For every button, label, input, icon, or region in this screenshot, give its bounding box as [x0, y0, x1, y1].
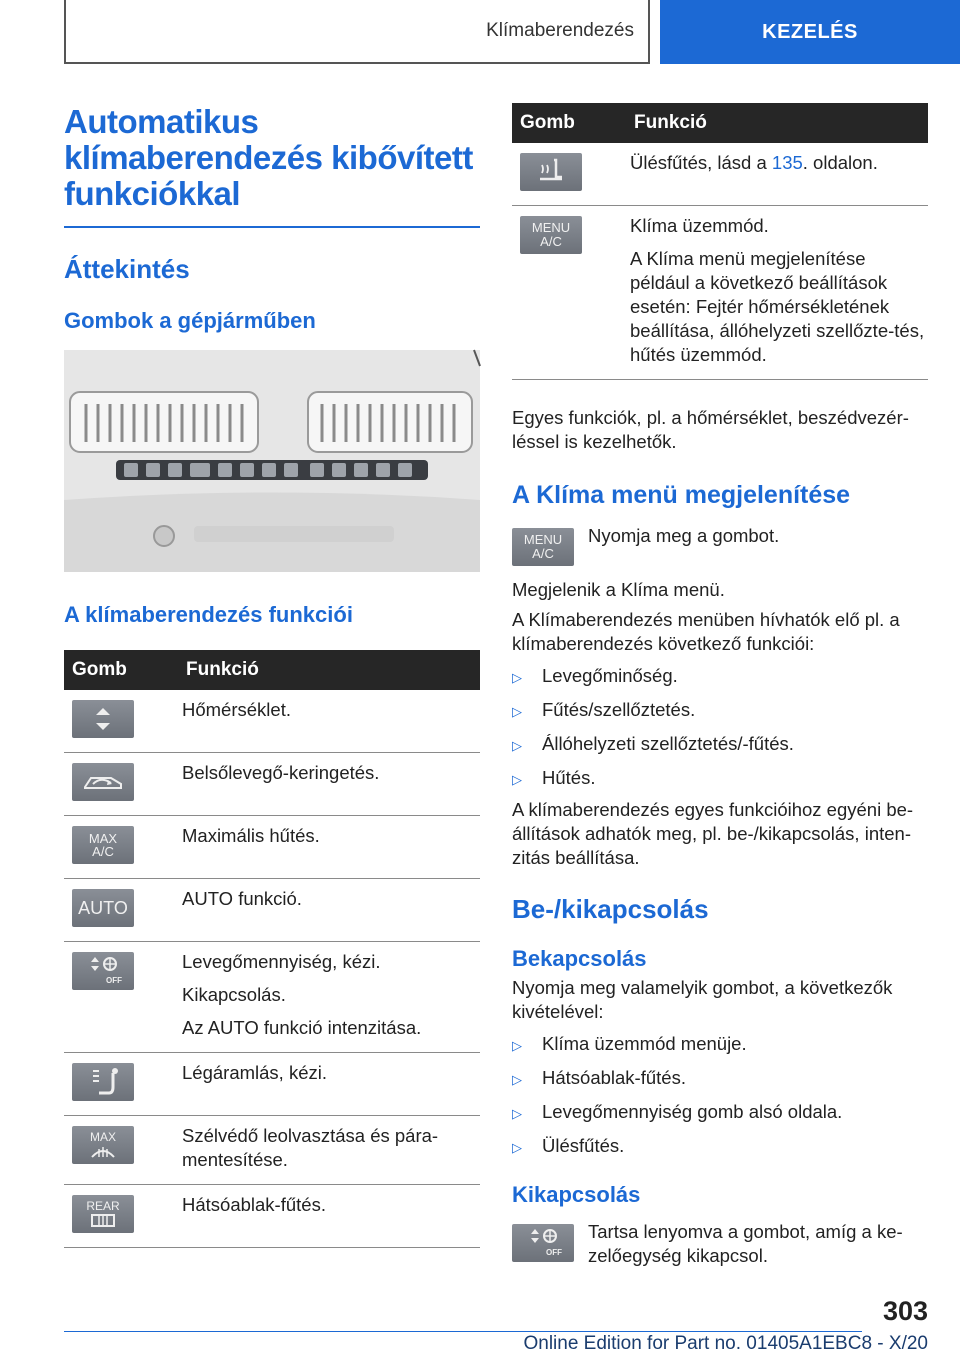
title-divider — [64, 226, 480, 228]
auto-icon-label: AUTO — [78, 898, 128, 918]
table-row — [512, 143, 928, 206]
left-column — [64, 104, 480, 1248]
header-chapter-tab[interactable] — [660, 0, 960, 64]
list-item-text: Levegőmennyiség gomb alsó oldala. — [542, 1101, 843, 1122]
list-item-text: Állóhelyzeti szellőztetés/-fűtés. — [542, 733, 794, 754]
functions-heading: A klímaberendezés funkciói — [64, 602, 353, 627]
table-row — [64, 1116, 480, 1185]
list-item-text: Hátsóablak-fűtés. — [542, 1067, 686, 1088]
function-text: Klíma üzemmód. — [630, 215, 769, 236]
page-title: Automatikus klímaberendezés kibővített funkciókkal — [64, 103, 473, 212]
menu-appears-text: Megjelenik a Klíma menü. — [512, 579, 725, 600]
table-row — [64, 879, 480, 942]
bullet-triangle-icon: ▷ — [512, 1072, 522, 1087]
table-header-row — [512, 103, 928, 143]
bullet-triangle-icon: ▷ — [512, 670, 522, 685]
table-row — [64, 690, 480, 753]
functions-table — [64, 650, 480, 1248]
bullet-triangle-icon: ▷ — [512, 738, 522, 753]
list-item-text: Hűtés. — [542, 767, 596, 788]
overview-heading: Áttekintés — [64, 254, 190, 284]
function-text: Kikapcsolás. — [182, 984, 286, 1005]
fan-off-icon — [72, 952, 134, 990]
list-item-text: Ülésfűtés. — [542, 1135, 625, 1156]
seat-heating-text-before: Ülésfűtés, lásd a — [630, 152, 772, 173]
bullet-triangle-icon: ▷ — [512, 1140, 522, 1155]
buttons-heading: Gombok a gépjárműben — [64, 308, 316, 333]
max-defrost-icon — [72, 1126, 134, 1164]
function-text: Az AUTO funkció intenzitása. — [182, 1017, 422, 1038]
function-text: Hőmérséklet. — [182, 699, 291, 720]
menu-heading: A Klíma menü megjelenítése — [512, 481, 851, 509]
footer-divider — [64, 1331, 862, 1332]
col-header-button: Gomb — [512, 103, 628, 143]
svg-text:OFF: OFF — [106, 976, 122, 985]
col-header-button: Gomb — [64, 650, 180, 690]
table-row — [64, 1185, 480, 1248]
menu-intro-text: A Klímaberendezés menüben hívhatók elő pl. a klímaberendezés következő funkciói: — [512, 609, 900, 654]
table-row — [64, 753, 480, 816]
function-text: Hátsóablak-fűtés. — [182, 1194, 326, 1215]
voice-control-note: Egyes funkciók, pl. a hőmérséklet, beszédvezér-léssel is kezelhetők. — [512, 407, 909, 452]
list-item — [512, 766, 928, 792]
airflow-icon — [72, 1063, 134, 1101]
off-heading: Kikapcsolás — [512, 1182, 641, 1207]
off-row — [512, 1220, 928, 1268]
off-text: Tartsa lenyomva a gombot, amíg a ke-zelőegység kikapcsol. — [588, 1221, 903, 1266]
list-item — [512, 1066, 928, 1092]
max-defrost-label: MAX — [89, 1130, 116, 1144]
list-item — [512, 664, 928, 690]
list-item — [512, 732, 928, 758]
seat-heating-text — [630, 151, 928, 175]
fan-off-icon[interactable] — [512, 1224, 574, 1262]
temperature-arrows-icon — [72, 700, 134, 738]
bullet-triangle-icon: ▷ — [512, 704, 522, 719]
right-column — [512, 103, 928, 1268]
function-text: Szélvédő leolvasztása és pára-mentesítése. — [182, 1125, 439, 1170]
seat-heating-icon — [520, 153, 582, 191]
list-item-text: Fűtés/szellőztetés. — [542, 699, 696, 720]
page-reference-link[interactable]: 135 — [771, 152, 803, 173]
on-text: Nyomja meg valamelyik gombot, a következők kivételével: — [512, 977, 893, 1022]
menu-press-text: Nyomja meg a gombot. — [588, 525, 780, 546]
list-item-text: Levegőminőség. — [542, 665, 678, 686]
header-chapter-title: KEZELÉS — [762, 20, 858, 43]
table-header-row — [64, 650, 480, 690]
header-section-title: Klímaberendezés — [486, 20, 634, 41]
auto-icon — [72, 889, 134, 927]
control-panel-illustration — [64, 350, 480, 572]
menu-outro-text: A klímaberendezés egyes funkcióihoz egyéni be-állítások adhatók meg, pl. be-/kikapcsolás, inten-zitás beállítása. — [512, 799, 914, 868]
recirculation-icon — [72, 763, 134, 801]
function-text: Légáramlás, kézi. — [182, 1062, 327, 1083]
list-item-text: Klíma üzemmód menüje. — [542, 1033, 747, 1054]
seat-heating-text-after: . oldalon. — [802, 152, 878, 173]
table-row — [64, 816, 480, 879]
rear-defrost-label: REAR — [86, 1199, 120, 1213]
functions-table-continued — [512, 103, 928, 380]
col-header-function: Funkció — [628, 103, 928, 143]
function-text: A Klíma menü megjelenítése például a következő beállítások esetén: Fejtér hőmérsékletének beállítása, állóhelyzeti szellőzte-tés, hűtés üzemmód. — [630, 248, 925, 365]
rear-defrost-icon — [72, 1195, 134, 1233]
menu-ac-icon[interactable]: MENU A/C — [512, 528, 574, 566]
page-number: 303 — [882, 1296, 928, 1326]
menu-ac-icon: MENU A/C — [520, 216, 582, 254]
menu-press-row — [512, 524, 928, 566]
list-item — [512, 1134, 928, 1160]
bullet-triangle-icon: ▷ — [512, 1106, 522, 1121]
control-panel-photo — [64, 350, 480, 572]
bullet-triangle-icon: ▷ — [512, 772, 522, 787]
table-row — [64, 1053, 480, 1116]
list-item — [512, 1032, 928, 1058]
table-row — [512, 206, 928, 380]
table-row — [64, 942, 480, 1053]
svg-text:OFF: OFF — [546, 1248, 562, 1257]
function-text: AUTO funkció. — [182, 888, 302, 909]
max-ac-icon: MAX A/C — [72, 826, 134, 864]
header-section — [64, 0, 650, 64]
function-text: Belsőlevegő-keringetés. — [182, 762, 380, 783]
list-item — [512, 698, 928, 724]
on-heading: Bekapcsolás — [512, 946, 647, 971]
function-text: Maximális hűtés. — [182, 825, 320, 846]
footer-edition: Online Edition for Part no. 01405A1EBC8 - X/20 — [523, 1333, 928, 1354]
bullet-triangle-icon: ▷ — [512, 1038, 522, 1053]
list-item — [512, 1100, 928, 1126]
onoff-heading: Be-/kikapcsolás — [512, 894, 709, 924]
function-text: Levegőmennyiség, kézi. — [182, 951, 381, 972]
col-header-function: Funkció — [180, 650, 480, 690]
